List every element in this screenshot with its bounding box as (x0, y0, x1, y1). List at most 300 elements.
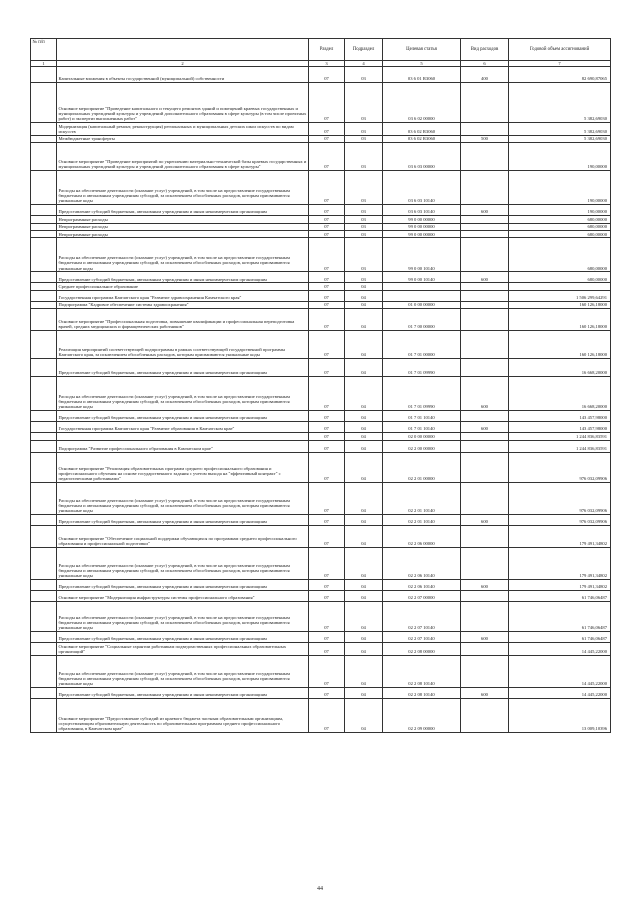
cell-annual-sum: 190,00000 (509, 205, 611, 216)
cell-target-article: 02 2 07 10140 (383, 632, 461, 643)
cell-num (31, 359, 57, 377)
cell-num (31, 591, 57, 602)
cell-num (31, 205, 57, 216)
cell-target-article: 99 0 00 10140 (383, 272, 461, 283)
cell-target-article: 02 2 06 00000 (383, 526, 461, 548)
cell-target-article: 01 0 00 00000 (383, 301, 461, 308)
cell-expense-type (461, 83, 509, 123)
cell-annual-sum: 976 032,09906 (509, 453, 611, 483)
cell-num (31, 238, 57, 272)
cell-target-article: 02 2 07 00000 (383, 591, 461, 602)
cell-razdel: 07 (309, 483, 345, 515)
cell-num (31, 309, 57, 331)
cell-annual-sum: 160 126,18000 (509, 309, 611, 331)
cell-annual-sum: 61 746,06487 (509, 632, 611, 643)
cell-name: Основное мероприятие "Модернизация инфраструктуры системы профессионального образования" (57, 591, 309, 602)
cell-annual-sum (509, 283, 611, 290)
cell-podrazdel: 04 (345, 290, 383, 301)
cell-razdel: 07 (309, 591, 345, 602)
cell-annual-sum: 14 445,22000 (509, 655, 611, 687)
cell-annual-sum: 5 382,69030 (509, 135, 611, 142)
cell-podrazdel: 03 (345, 143, 383, 171)
cell-expense-type: 400 (461, 67, 509, 83)
table-row (31, 238, 611, 272)
cell-annual-sum: 680,00000 (509, 223, 611, 230)
cell-num (31, 283, 57, 290)
table-row (31, 687, 611, 698)
cell-razdel: 07 (309, 230, 345, 237)
cell-expense-type (461, 526, 509, 548)
cell-podrazdel: 03 (345, 205, 383, 216)
page-number: 44 (317, 886, 323, 892)
cell-expense-type (461, 309, 509, 331)
header-podrazdel: Подраздел (345, 39, 383, 61)
cell-podrazdel: 04 (345, 687, 383, 698)
cell-num (31, 230, 57, 237)
cell-razdel: 07 (309, 515, 345, 526)
cell-annual-sum: 179 491,34802 (509, 580, 611, 591)
cell-podrazdel: 04 (345, 526, 383, 548)
cell-podrazdel: 04 (345, 377, 383, 411)
cell-name: Предоставление субсидий бюджетным, автономным учреждениям и иным некоммерческим организациям (57, 272, 309, 283)
cell-razdel: 07 (309, 411, 345, 422)
cell-num (31, 377, 57, 411)
cell-razdel: 07 (309, 441, 345, 453)
cell-num (31, 223, 57, 230)
cell-target-article: 99 0 00 10140 (383, 238, 461, 272)
cell-expense-type (461, 290, 509, 301)
table-row (31, 301, 611, 308)
cell-razdel: 07 (309, 580, 345, 591)
cell-podrazdel: 04 (345, 309, 383, 331)
cell-expense-type (461, 216, 509, 223)
cell-razdel: 07 (309, 359, 345, 377)
cell-expense-type (461, 591, 509, 602)
table-row (31, 422, 611, 433)
cell-annual-sum: 179 491,34802 (509, 526, 611, 548)
cell-expense-type (461, 643, 509, 656)
cell-expense-type: 600 (461, 580, 509, 591)
cell-num (31, 272, 57, 283)
header-row (31, 39, 611, 61)
cell-annual-sum: 14 445,22000 (509, 643, 611, 656)
colnum-7: 7 (509, 61, 611, 67)
cell-name: Предоставление субсидий бюджетным, автономным учреждениям и иным некоммерческим организациям (57, 205, 309, 216)
cell-target-article: 02 2 01 10140 (383, 515, 461, 526)
cell-podrazdel: 04 (345, 655, 383, 687)
budget-table (30, 38, 611, 733)
cell-annual-sum: 13 009,10396 (509, 698, 611, 732)
table-row (31, 591, 611, 602)
cell-name: Основное мероприятие "Профессиональная подготовка, повышение квалификации и профессиональная переподготовка врачей, средних медицинских и фармацевтических работников" (57, 309, 309, 331)
cell-num (31, 548, 57, 580)
cell-razdel: 07 (309, 687, 345, 698)
cell-name: Расходы на обеспечение деятельности (оказание услуг) учреждений, в том числе на предоставление государственным бюджетным и автономным учреждениям субсидий, за исключением обособленных расходов, которым присваиваются уникальные коды (57, 602, 309, 632)
cell-podrazdel: 04 (345, 422, 383, 433)
cell-podrazdel: 04 (345, 301, 383, 308)
cell-podrazdel: 03 (345, 171, 383, 205)
cell-num (31, 135, 57, 142)
cell-num (31, 580, 57, 591)
header-num: № п/п (31, 39, 57, 61)
cell-annual-sum: 1 506 299,64291 (509, 290, 611, 301)
header-expense-type: Вид расходов (461, 39, 509, 61)
cell-name: Основное мероприятие "Проведение мероприятий по укреплению материально-технической базы краевых государственных и муниципальных учреждений культуры и учреждений дополнительного образования в сфере культуры" (57, 143, 309, 171)
cell-annual-sum: 5 382,69030 (509, 123, 611, 136)
cell-razdel: 07 (309, 83, 345, 123)
cell-name (57, 433, 309, 441)
table-row (31, 515, 611, 526)
cell-name: Основное мероприятие "Реализация образовательных программ среднего профессионального образования и профессионального обучения на основе государственного задания с учетом выхода на "эффективный контракт" с педагогическими работниками" (57, 453, 309, 483)
cell-name: Предоставление субсидий бюджетным, автономным учреждениям и иным некоммерческим организациям (57, 515, 309, 526)
cell-target-article: 03 6 01 R3060 (383, 67, 461, 83)
cell-target-article: 03 6 02 R3060 (383, 135, 461, 142)
cell-razdel: 07 (309, 123, 345, 136)
cell-target-article: 02 2 08 10140 (383, 655, 461, 687)
cell-num (31, 171, 57, 205)
table-row (31, 309, 611, 331)
cell-num (31, 483, 57, 515)
colnum-2: 2 (57, 61, 309, 67)
table-row (31, 580, 611, 591)
cell-expense-type: 600 (461, 687, 509, 698)
table-row (31, 602, 611, 632)
cell-num (31, 687, 57, 698)
cell-podrazdel: 04 (345, 580, 383, 591)
budget-table-sheet (30, 38, 610, 733)
cell-num (31, 655, 57, 687)
table-row (31, 359, 611, 377)
table-row (31, 223, 611, 230)
cell-name: Основное мероприятие "Обеспечение социальной поддержки обучающихся по программам среднего профессионального образования и профессиональной подготовки" (57, 526, 309, 548)
cell-target-article: 02 2 06 10140 (383, 580, 461, 591)
cell-podrazdel: 04 (345, 591, 383, 602)
cell-razdel: 07 (309, 223, 345, 230)
cell-num (31, 83, 57, 123)
cell-num (31, 698, 57, 732)
cell-num (31, 67, 57, 83)
cell-num (31, 143, 57, 171)
cell-podrazdel: 03 (345, 238, 383, 272)
cell-target-article (383, 290, 461, 301)
header-razdel: Раздел (309, 39, 345, 61)
cell-podrazdel: 04 (345, 453, 383, 483)
cell-expense-type: 600 (461, 515, 509, 526)
cell-podrazdel: 04 (345, 433, 383, 441)
table-row (31, 67, 611, 83)
cell-podrazdel: 04 (345, 698, 383, 732)
cell-annual-sum: 160 126,18000 (509, 331, 611, 359)
cell-podrazdel: 03 (345, 223, 383, 230)
table-row (31, 230, 611, 237)
table-row (31, 632, 611, 643)
table-row (31, 377, 611, 411)
colnum-1: 1 (31, 61, 57, 67)
cell-num (31, 216, 57, 223)
cell-name: Непрограммные расходы (57, 223, 309, 230)
cell-podrazdel: 03 (345, 272, 383, 283)
cell-razdel: 07 (309, 643, 345, 656)
cell-target-article: 02 0 00 00000 (383, 433, 461, 441)
cell-target-article: 03 6 02 R3060 (383, 123, 461, 136)
cell-expense-type (461, 441, 509, 453)
cell-expense-type (461, 602, 509, 632)
cell-expense-type: 600 (461, 205, 509, 216)
cell-target-article: 99 0 00 00000 (383, 216, 461, 223)
cell-razdel: 07 (309, 377, 345, 411)
cell-razdel: 07 (309, 67, 345, 83)
cell-name: Непрограммные расходы (57, 230, 309, 237)
cell-name: Расходы на обеспечение деятельности (оказание услуг) учреждений, в том числе на предоставление государственным бюджетным и автономным учреждениям субсидий, за исключением обособленных расходов, которым присваиваются уникальные коды (57, 483, 309, 515)
cell-expense-type (461, 433, 509, 441)
cell-expense-type (461, 230, 509, 237)
cell-name: Реализация мероприятий соответствующей подпрограммы в рамках соответствующей государственной программы Камчатского края, за исключением обособленных расходов, которым присваиваются уникальные коды (57, 331, 309, 359)
header-name (57, 39, 309, 61)
cell-expense-type: 600 (461, 632, 509, 643)
cell-name: Подпрограмма "Развитие профессионального образования в Камчатском крае" (57, 441, 309, 453)
cell-expense-type (461, 123, 509, 136)
cell-podrazdel: 03 (345, 123, 383, 136)
cell-expense-type (461, 283, 509, 290)
cell-razdel: 07 (309, 422, 345, 433)
cell-target-article: 03 6 02 00000 (383, 83, 461, 123)
table-row (31, 331, 611, 359)
cell-annual-sum: 16 668,20000 (509, 359, 611, 377)
table-row (31, 483, 611, 515)
cell-razdel: 07 (309, 453, 345, 483)
cell-target-article: 01 7 01 10140 (383, 422, 461, 433)
cell-razdel: 07 (309, 698, 345, 732)
cell-name: Предоставление субсидий бюджетным, автономным учреждениям и иным некоммерческим организациям (57, 359, 309, 377)
cell-podrazdel: 04 (345, 643, 383, 656)
cell-podrazdel: 03 (345, 83, 383, 123)
table-row (31, 143, 611, 171)
cell-name: Капитальные вложения в объекты государственной (муниципальной) собственности (57, 67, 309, 83)
cell-razdel: 07 (309, 283, 345, 290)
cell-name: Государственная программа Камчатского края "Развитие здравоохранения Камчатского края" (57, 290, 309, 301)
cell-target-article: 02 2 00 00000 (383, 441, 461, 453)
cell-num (31, 123, 57, 136)
cell-target-article: 02 2 01 00000 (383, 453, 461, 483)
cell-expense-type (461, 238, 509, 272)
cell-name: Подпрограмма "Кадровое обеспечение системы здравоохранения" (57, 301, 309, 308)
cell-annual-sum: 61 746,06487 (509, 591, 611, 602)
table-row (31, 655, 611, 687)
cell-expense-type: 500 (461, 135, 509, 142)
cell-annual-sum: 680,00000 (509, 238, 611, 272)
table-row (31, 453, 611, 483)
cell-name: Расходы на обеспечение деятельности (оказание услуг) учреждений, в том числе на предоставление государственным бюджетным и автономным учреждениям субсидий, за исключением обособленных расходов, которым присваиваются уникальные коды (57, 171, 309, 205)
cell-expense-type (461, 453, 509, 483)
cell-name: Расходы на обеспечение деятельности (оказание услуг) учреждений, в том числе на предоставление государственным бюджетным и автономным учреждениям субсидий, за исключением обособленных расходов, которым присваиваются уникальные коды (57, 377, 309, 411)
cell-annual-sum: 179 491,34802 (509, 548, 611, 580)
cell-target-article: 02 2 08 00000 (383, 643, 461, 656)
cell-name: Расходы на обеспечение деятельности (оказание услуг) учреждений, в том числе на предоставление государственным бюджетным и автономным учреждениям субсидий, за исключением обособленных расходов, которым присваиваются уникальные коды (57, 238, 309, 272)
cell-name: Расходы на обеспечение деятельности (оказание услуг) учреждений, в том числе на предоставление государственным бюджетным и автономным учреждениям субсидий, за исключением обособленных расходов, которым присваиваются уникальные коды (57, 655, 309, 687)
cell-expense-type (461, 411, 509, 422)
budget-table-body (31, 67, 611, 733)
cell-annual-sum: 5 382,69030 (509, 83, 611, 123)
table-row (31, 548, 611, 580)
cell-name: Непрограммные расходы (57, 216, 309, 223)
cell-num (31, 632, 57, 643)
cell-expense-type: 600 (461, 377, 509, 411)
table-row (31, 698, 611, 732)
cell-num (31, 422, 57, 433)
cell-razdel: 07 (309, 171, 345, 205)
cell-num (31, 526, 57, 548)
cell-annual-sum: 1 244 836,83591 (509, 441, 611, 453)
cell-num (31, 301, 57, 308)
cell-podrazdel: 04 (345, 359, 383, 377)
cell-razdel: 07 (309, 143, 345, 171)
cell-expense-type (461, 143, 509, 171)
cell-razdel: 07 (309, 331, 345, 359)
cell-annual-sum: 82 690,87065 (509, 67, 611, 83)
cell-name: Основное мероприятие "Предоставление субсидий из краевого бюджета частным образовательным организациям, осуществляющим образовательную деятельность по образовательным программам среднего профессионального образования, в Камчатском крае" (57, 698, 309, 732)
table-row (31, 272, 611, 283)
cell-num (31, 515, 57, 526)
cell-razdel: 07 (309, 301, 345, 308)
cell-podrazdel: 04 (345, 331, 383, 359)
cell-expense-type (461, 655, 509, 687)
table-row (31, 643, 611, 656)
table-row (31, 411, 611, 422)
cell-target-article: 99 0 00 00000 (383, 230, 461, 237)
cell-name: Расходы на обеспечение деятельности (оказание услуг) учреждений, в том числе на предоставление государственным бюджетным и автономным учреждениям субсидий, за исключением обособленных расходов, которым присваиваются уникальные коды (57, 548, 309, 580)
cell-target-article: 01 7 01 00000 (383, 331, 461, 359)
table-row (31, 216, 611, 223)
cell-target-article: 02 2 08 10140 (383, 687, 461, 698)
table-row (31, 526, 611, 548)
cell-num (31, 643, 57, 656)
cell-name: Основное мероприятие "Проведение капитального и текущего ремонтов зданий и помещений краевых государственных и муниципальных учреждений культуры и учреждений дополнительного образования в сфере культуры (в том числе проектных работ) и экспертиз выполненных работ" (57, 83, 309, 123)
cell-razdel: 07 (309, 655, 345, 687)
cell-annual-sum: 190,00000 (509, 143, 611, 171)
cell-podrazdel: 03 (345, 135, 383, 142)
cell-annual-sum: 1 244 836,83591 (509, 433, 611, 441)
cell-name: Основное мероприятие "Социальные гарантии работникам подведомственных профессиональных образовательных организаций" (57, 643, 309, 656)
cell-razdel: 07 (309, 602, 345, 632)
cell-expense-type (461, 548, 509, 580)
cell-razdel: 07 (309, 309, 345, 331)
table-row (31, 290, 611, 301)
cell-num (31, 441, 57, 453)
cell-razdel: 07 (309, 290, 345, 301)
cell-razdel: 07 (309, 216, 345, 223)
cell-num (31, 411, 57, 422)
cell-razdel: 07 (309, 632, 345, 643)
cell-razdel: 07 (309, 135, 345, 142)
cell-target-article (383, 283, 461, 290)
table-row (31, 83, 611, 123)
cell-annual-sum: 680,00000 (509, 272, 611, 283)
cell-podrazdel: 04 (345, 515, 383, 526)
cell-expense-type (461, 171, 509, 205)
table-row (31, 135, 611, 142)
cell-target-article: 99 0 00 00000 (383, 223, 461, 230)
cell-annual-sum: 16 668,20000 (509, 377, 611, 411)
cell-podrazdel: 04 (345, 602, 383, 632)
cell-podrazdel: 03 (345, 230, 383, 237)
cell-num (31, 290, 57, 301)
table-row (31, 441, 611, 453)
cell-num (31, 331, 57, 359)
cell-name: Модернизация (капитальный ремонт, реконструкция) региональных и муниципальных детских школ искусств по видам искусств (57, 123, 309, 136)
cell-target-article: 03 6 03 10140 (383, 171, 461, 205)
cell-razdel: 07 (309, 433, 345, 441)
cell-razdel: 07 (309, 526, 345, 548)
colnum-3: 3 (309, 61, 345, 67)
header-annual-sum: Годовой объем ассигнований (509, 39, 611, 61)
cell-name: Государственная программа Камчатского края "Развитие образования в Камчатском крае" (57, 422, 309, 433)
cell-podrazdel: 04 (345, 283, 383, 290)
cell-expense-type (461, 301, 509, 308)
cell-num (31, 453, 57, 483)
cell-annual-sum: 680,00000 (509, 230, 611, 237)
cell-annual-sum: 160 126,18000 (509, 301, 611, 308)
cell-razdel: 07 (309, 548, 345, 580)
cell-target-article: 01 7 01 10140 (383, 411, 461, 422)
cell-target-article: 01 7 01 09990 (383, 377, 461, 411)
cell-expense-type (461, 223, 509, 230)
cell-expense-type: 600 (461, 272, 509, 283)
cell-num (31, 602, 57, 632)
cell-annual-sum: 976 032,09906 (509, 483, 611, 515)
cell-name: Предоставление субсидий бюджетным, автономным учреждениям и иным некоммерческим организациям (57, 687, 309, 698)
cell-name: Предоставление субсидий бюджетным, автономным учреждениям и иным некоммерческим организациям (57, 632, 309, 643)
cell-annual-sum: 143 457,98000 (509, 422, 611, 433)
cell-target-article: 01 7 01 09990 (383, 359, 461, 377)
cell-podrazdel: 04 (345, 441, 383, 453)
table-row (31, 283, 611, 290)
cell-target-article: 02 2 01 10140 (383, 483, 461, 515)
cell-name: Предоставление субсидий бюджетным, автономным учреждениям и иным некоммерческим организациям (57, 411, 309, 422)
cell-expense-type (461, 483, 509, 515)
cell-razdel: 07 (309, 272, 345, 283)
cell-podrazdel: 03 (345, 216, 383, 223)
table-row (31, 123, 611, 136)
cell-expense-type (461, 359, 509, 377)
cell-annual-sum: 190,00000 (509, 171, 611, 205)
cell-num (31, 433, 57, 441)
table-row (31, 205, 611, 216)
table-row (31, 171, 611, 205)
cell-razdel: 07 (309, 205, 345, 216)
cell-podrazdel: 04 (345, 548, 383, 580)
cell-name: Межбюджетные трансферты (57, 135, 309, 142)
cell-podrazdel: 04 (345, 411, 383, 422)
table-row (31, 433, 611, 441)
cell-target-article: 02 2 07 10140 (383, 602, 461, 632)
cell-annual-sum: 143 457,98000 (509, 411, 611, 422)
header-target-article: Целевая статья (383, 39, 461, 61)
cell-name: Предоставление субсидий бюджетным, автономным учреждениям и иным некоммерческим организациям (57, 580, 309, 591)
cell-annual-sum: 680,00000 (509, 216, 611, 223)
cell-expense-type (461, 698, 509, 732)
cell-annual-sum: 61 746,06487 (509, 602, 611, 632)
cell-razdel: 07 (309, 238, 345, 272)
cell-target-article: 01 7 00 00000 (383, 309, 461, 331)
cell-podrazdel: 04 (345, 483, 383, 515)
cell-target-article: 02 2 09 00000 (383, 698, 461, 732)
colnum-4: 4 (345, 61, 383, 67)
colnum-6: 6 (461, 61, 509, 67)
cell-target-article: 02 2 06 10140 (383, 548, 461, 580)
cell-expense-type (461, 331, 509, 359)
colnum-5: 5 (383, 61, 461, 67)
cell-annual-sum: 14 445,22000 (509, 687, 611, 698)
